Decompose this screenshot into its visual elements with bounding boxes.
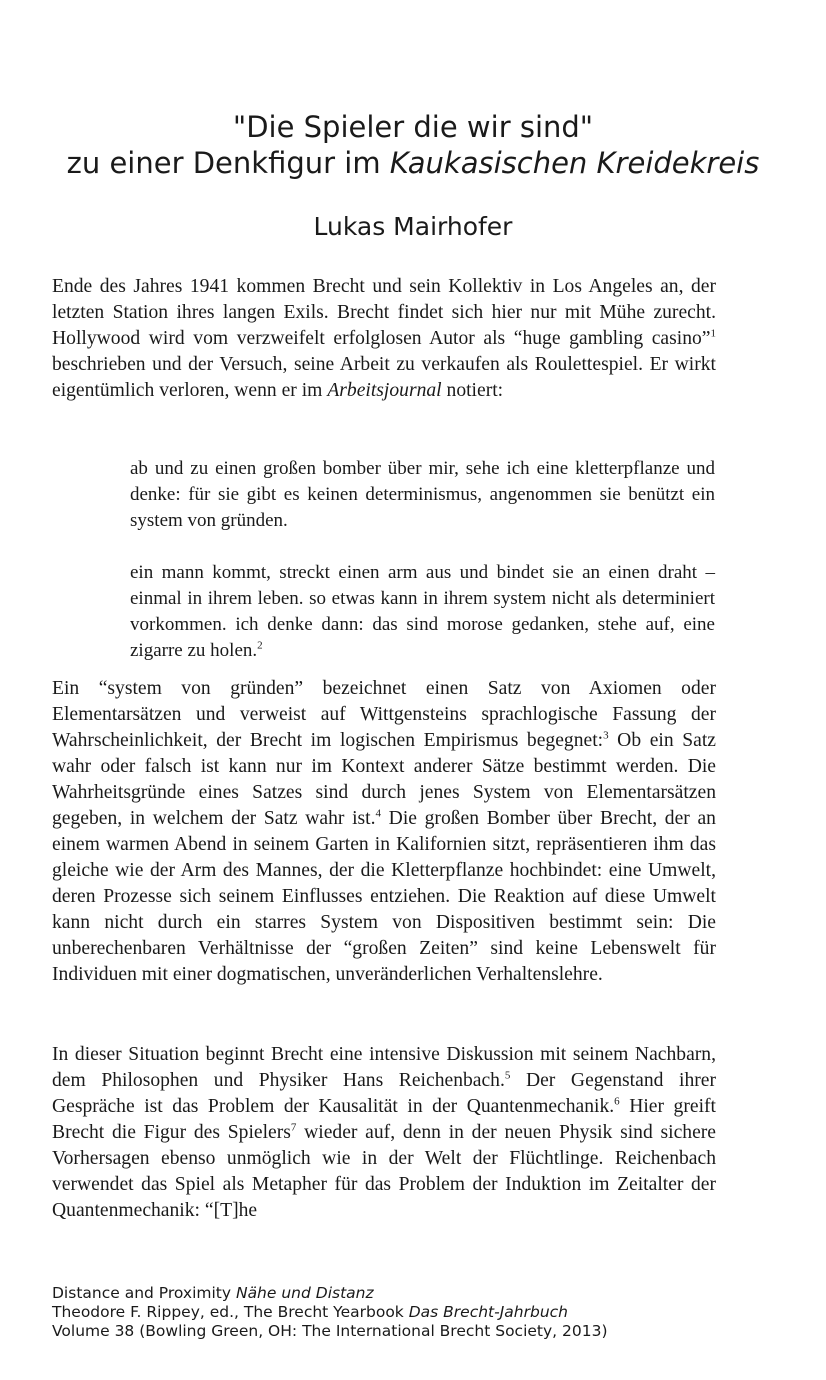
paragraph-2-text-a: Ein “system von gründen” bezeichnet einen Satz von Axiomen oder Elementarsätzen und verweist auf Wittgensteins sprachlogische Fassung der Wahrscheinlichkeit, der Brecht im logischen Empirismus begegnet: bbox=[52, 678, 716, 751]
footnote-marker-6: 6 bbox=[614, 1095, 620, 1108]
title-play-name: Kaukasischen Kreidekreis bbox=[389, 146, 760, 180]
footnote-marker-3: 3 bbox=[603, 729, 609, 742]
paragraph-3-text-b: Der Gegenstand ihrer Gespräche ist das Problem der Kausalität in der Quantenmechanik. bbox=[52, 1070, 716, 1117]
author-name: Lukas Mairhofer bbox=[313, 212, 513, 241]
title-subtitle-text: zu einer Denkfigur im bbox=[66, 146, 390, 180]
block-quote-1: ab und zu einen großen bomber über mir, sehe ich eine kletterpflanze und denke: für sie gibt es keinen determinismus, angenommen sie benützt ein system von gründen. bbox=[130, 458, 715, 531]
footnote-marker-1: 1 bbox=[710, 327, 716, 340]
block-quote-2-text: ein mann kommt, streckt einen arm aus und bindet sie an einen draht – einmal in ihrem leben. so etwas kann in ihrem system nicht als determiniert vorkommen. ich denke dann: das sind morose gedanken, stehe auf, eine zigarre zu holen. bbox=[130, 562, 715, 661]
paragraph-2-text-c: Die großen Bomber über Brecht, der an einem warmen Abend in seinem Garten in Kalifornien sitzt, repräsentieren ihm das gleiche wie der Arm des Mannes, der die Kletterpflanze hochbindet: eine Umwelt, deren Prozesse sich seinem Einflusses entziehen. Die Reaktion auf diese Umwelt kann nicht durch ein starres System von Dispositiven bestimmt sein: Die unberechenbaren Verhältnisse der “großen Zeiten” sind keine Lebenswelt für Individuen mit einer dogmatischen, unveränderlichen Verhaltenslehre. bbox=[52, 808, 716, 985]
article-title-line-2 bbox=[40, 144, 786, 182]
article-title-line-1: "Die Spieler die wir sind" bbox=[232, 110, 594, 144]
footnote-marker-4: 4 bbox=[375, 807, 381, 820]
paragraph-3-text-c: Hier greift Brecht die Figur des Spielers bbox=[52, 1096, 716, 1143]
footnote-marker-7: 7 bbox=[290, 1121, 297, 1134]
publication-footer bbox=[52, 1284, 752, 1341]
paragraph-1-text-a: Ende des Jahres 1941 kommen Brecht und sein Kollektiv in Los Angeles an, der letzten Station ihres langen Exils. Brecht findet sich hier nur mit Mühe zurecht. Hollywood wird vom verzweifelt erfolglosen Autor als “huge gambling casino” bbox=[52, 276, 716, 349]
footer-yearbook-german: Das Brecht-Jahrbuch bbox=[408, 1303, 568, 1321]
footer-line-3: Volume 38 (Bowling Green, OH: The International Brecht Society, 2013) bbox=[52, 1322, 608, 1340]
footer-line-1 bbox=[52, 1284, 752, 1303]
block-quote-2 bbox=[130, 560, 715, 664]
footer-series-title-german: Nähe und Distanz bbox=[235, 1284, 374, 1302]
footnote-marker-2: 2 bbox=[257, 639, 263, 652]
paragraph-2-text-b: Ob ein Satz wahr oder falsch ist kann nur im Kontext anderer Sätze bestimmt werden. Die Wahrheitsgründe eines Satzes sind durch jenes System von Elementarsätzen gegeben, in welchem der Satz wahr ist. bbox=[52, 730, 716, 829]
paragraph-2 bbox=[52, 676, 716, 988]
footer-series-title: Distance and Proximity bbox=[52, 1284, 236, 1302]
paragraph-3 bbox=[52, 1042, 716, 1224]
paragraph-1-text-b: beschrieben und der Versuch, seine Arbeit zu verkaufen als Roulettespiel. Er wirkt eigentümlich verloren, wenn er im bbox=[52, 354, 716, 401]
footer-line-2 bbox=[52, 1303, 752, 1322]
paragraph-1-text-c: notiert: bbox=[441, 380, 504, 401]
arbeitsjournal-title: Arbeitsjournal bbox=[327, 380, 442, 401]
footer-editor-text: Theodore F. Rippey, ed., The Brecht Yearbook bbox=[52, 1303, 409, 1321]
paragraph-3-text-d: wieder auf, denn in der neuen Physik sind sichere Vorhersagen ebenso unmöglich wie in der Welt der Flüchtlinge. Reichenbach verwendet das Spiel als Metapher für das Problem der Induktion im Zeitalter der Quantenmechanik: “[T]he bbox=[52, 1122, 716, 1221]
paragraph-3-text-a: In dieser Situation beginnt Brecht eine intensive Diskussion mit seinem Nachbarn, dem Philosophen und Physiker Hans Reichenbach. bbox=[52, 1044, 716, 1091]
footnote-marker-5: 5 bbox=[504, 1069, 511, 1082]
paragraph-1 bbox=[52, 274, 716, 404]
